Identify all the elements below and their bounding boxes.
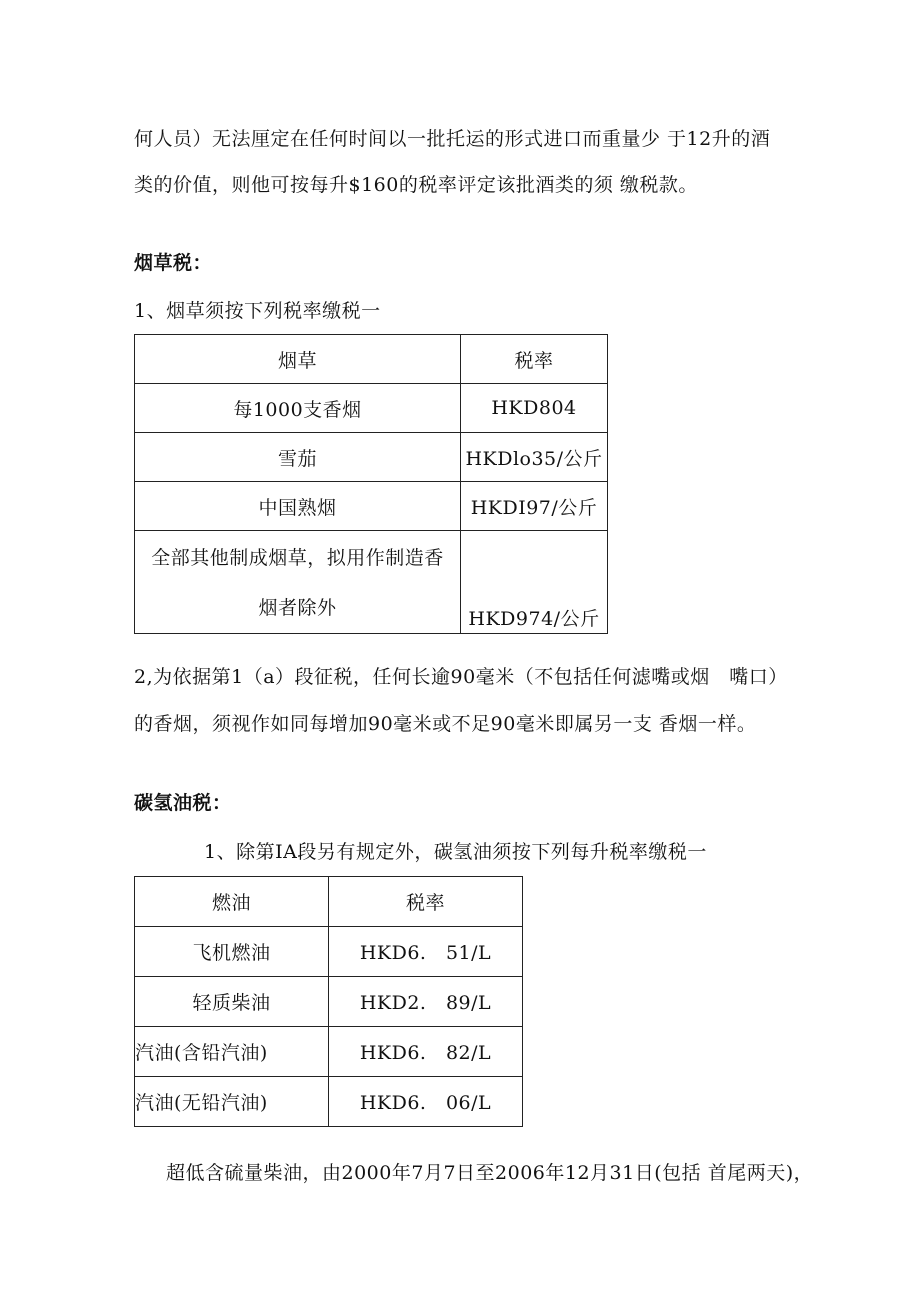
table-cell-rate: HKD6. 06/L [329,1077,523,1127]
table-header-row [135,335,608,384]
table-cell-item: 中国熟烟 [135,482,461,531]
table-cell-rate: HKD974/公斤 [461,531,608,634]
table-row [135,1077,523,1127]
table-cell-item: 汽油(含铅汽油) [135,1027,329,1077]
table-cell-item-line-2: 烟者除外 [258,597,337,619]
table-cell-rate: HKD2. 89/L [329,977,523,1027]
table-row [135,927,523,977]
intro-line-2: 类的价值，则他可按每升$160的税率评定该批酒类的须 缴税款。 [134,174,698,196]
column-header-rate: 税率 [461,335,608,384]
intro-line-1: 何人员）无法厘定在任何时间以一批托运的形式进口而重量少 于12升的酒 [134,128,771,150]
table-row [135,1027,523,1077]
column-header-tobacco: 烟草 [135,335,461,384]
table-header-row [135,877,523,927]
table-row [135,433,608,482]
table-row [135,977,523,1027]
table-row [135,384,608,433]
fuel-rate-table [134,876,523,1127]
tobacco-rate-table [134,334,608,634]
table-cell-rate: HKDlo35/公斤 [461,433,608,482]
table-cell-item: 飞机燃油 [135,927,329,977]
table-cell-item: 轻质柴油 [135,977,329,1027]
table-cell-rate: HKDI97/公斤 [461,482,608,531]
hydrocarbon-footer: 超低含硫量柴油，由2000年7月7日至2006年12月31日(包括 首尾两天)， [166,1162,814,1184]
table-row [135,482,608,531]
tobacco-intro: 1、烟草须按下列税率缴税一 [134,300,381,322]
tobacco-heading: 烟草税： [134,252,213,274]
table-cell-rate: HKD6. 82/L [329,1027,523,1077]
table-row [135,531,608,634]
tobacco-note-line-1: 2,为依据第1（a）段征税，任何长逾90毫米（不包括任何滤嘴或烟 嘴口） [134,666,788,688]
tobacco-note-line-2: 的香烟，须视作如同每增加90毫米或不足90毫米即属另一支 香烟一样。 [134,713,757,735]
hydrocarbon-heading: 碳氢油税： [134,792,232,814]
column-header-fuel: 燃油 [135,877,329,927]
table-cell-item [135,531,461,634]
table-cell-item: 每1000支香烟 [135,384,461,433]
hydrocarbon-intro: 1、除第IA段另有规定外，碳氢油须按下列每升税率缴税一 [204,841,707,863]
table-cell-rate: HKD804 [461,384,608,433]
table-cell-item: 汽油(无铅汽油) [135,1077,329,1127]
table-cell-item-line-1: 全部其他制成烟草，拟用作制造香 [151,547,444,569]
column-header-rate: 税率 [329,877,523,927]
table-cell-item: 雪茄 [135,433,461,482]
table-cell-rate: HKD6. 51/L [329,927,523,977]
